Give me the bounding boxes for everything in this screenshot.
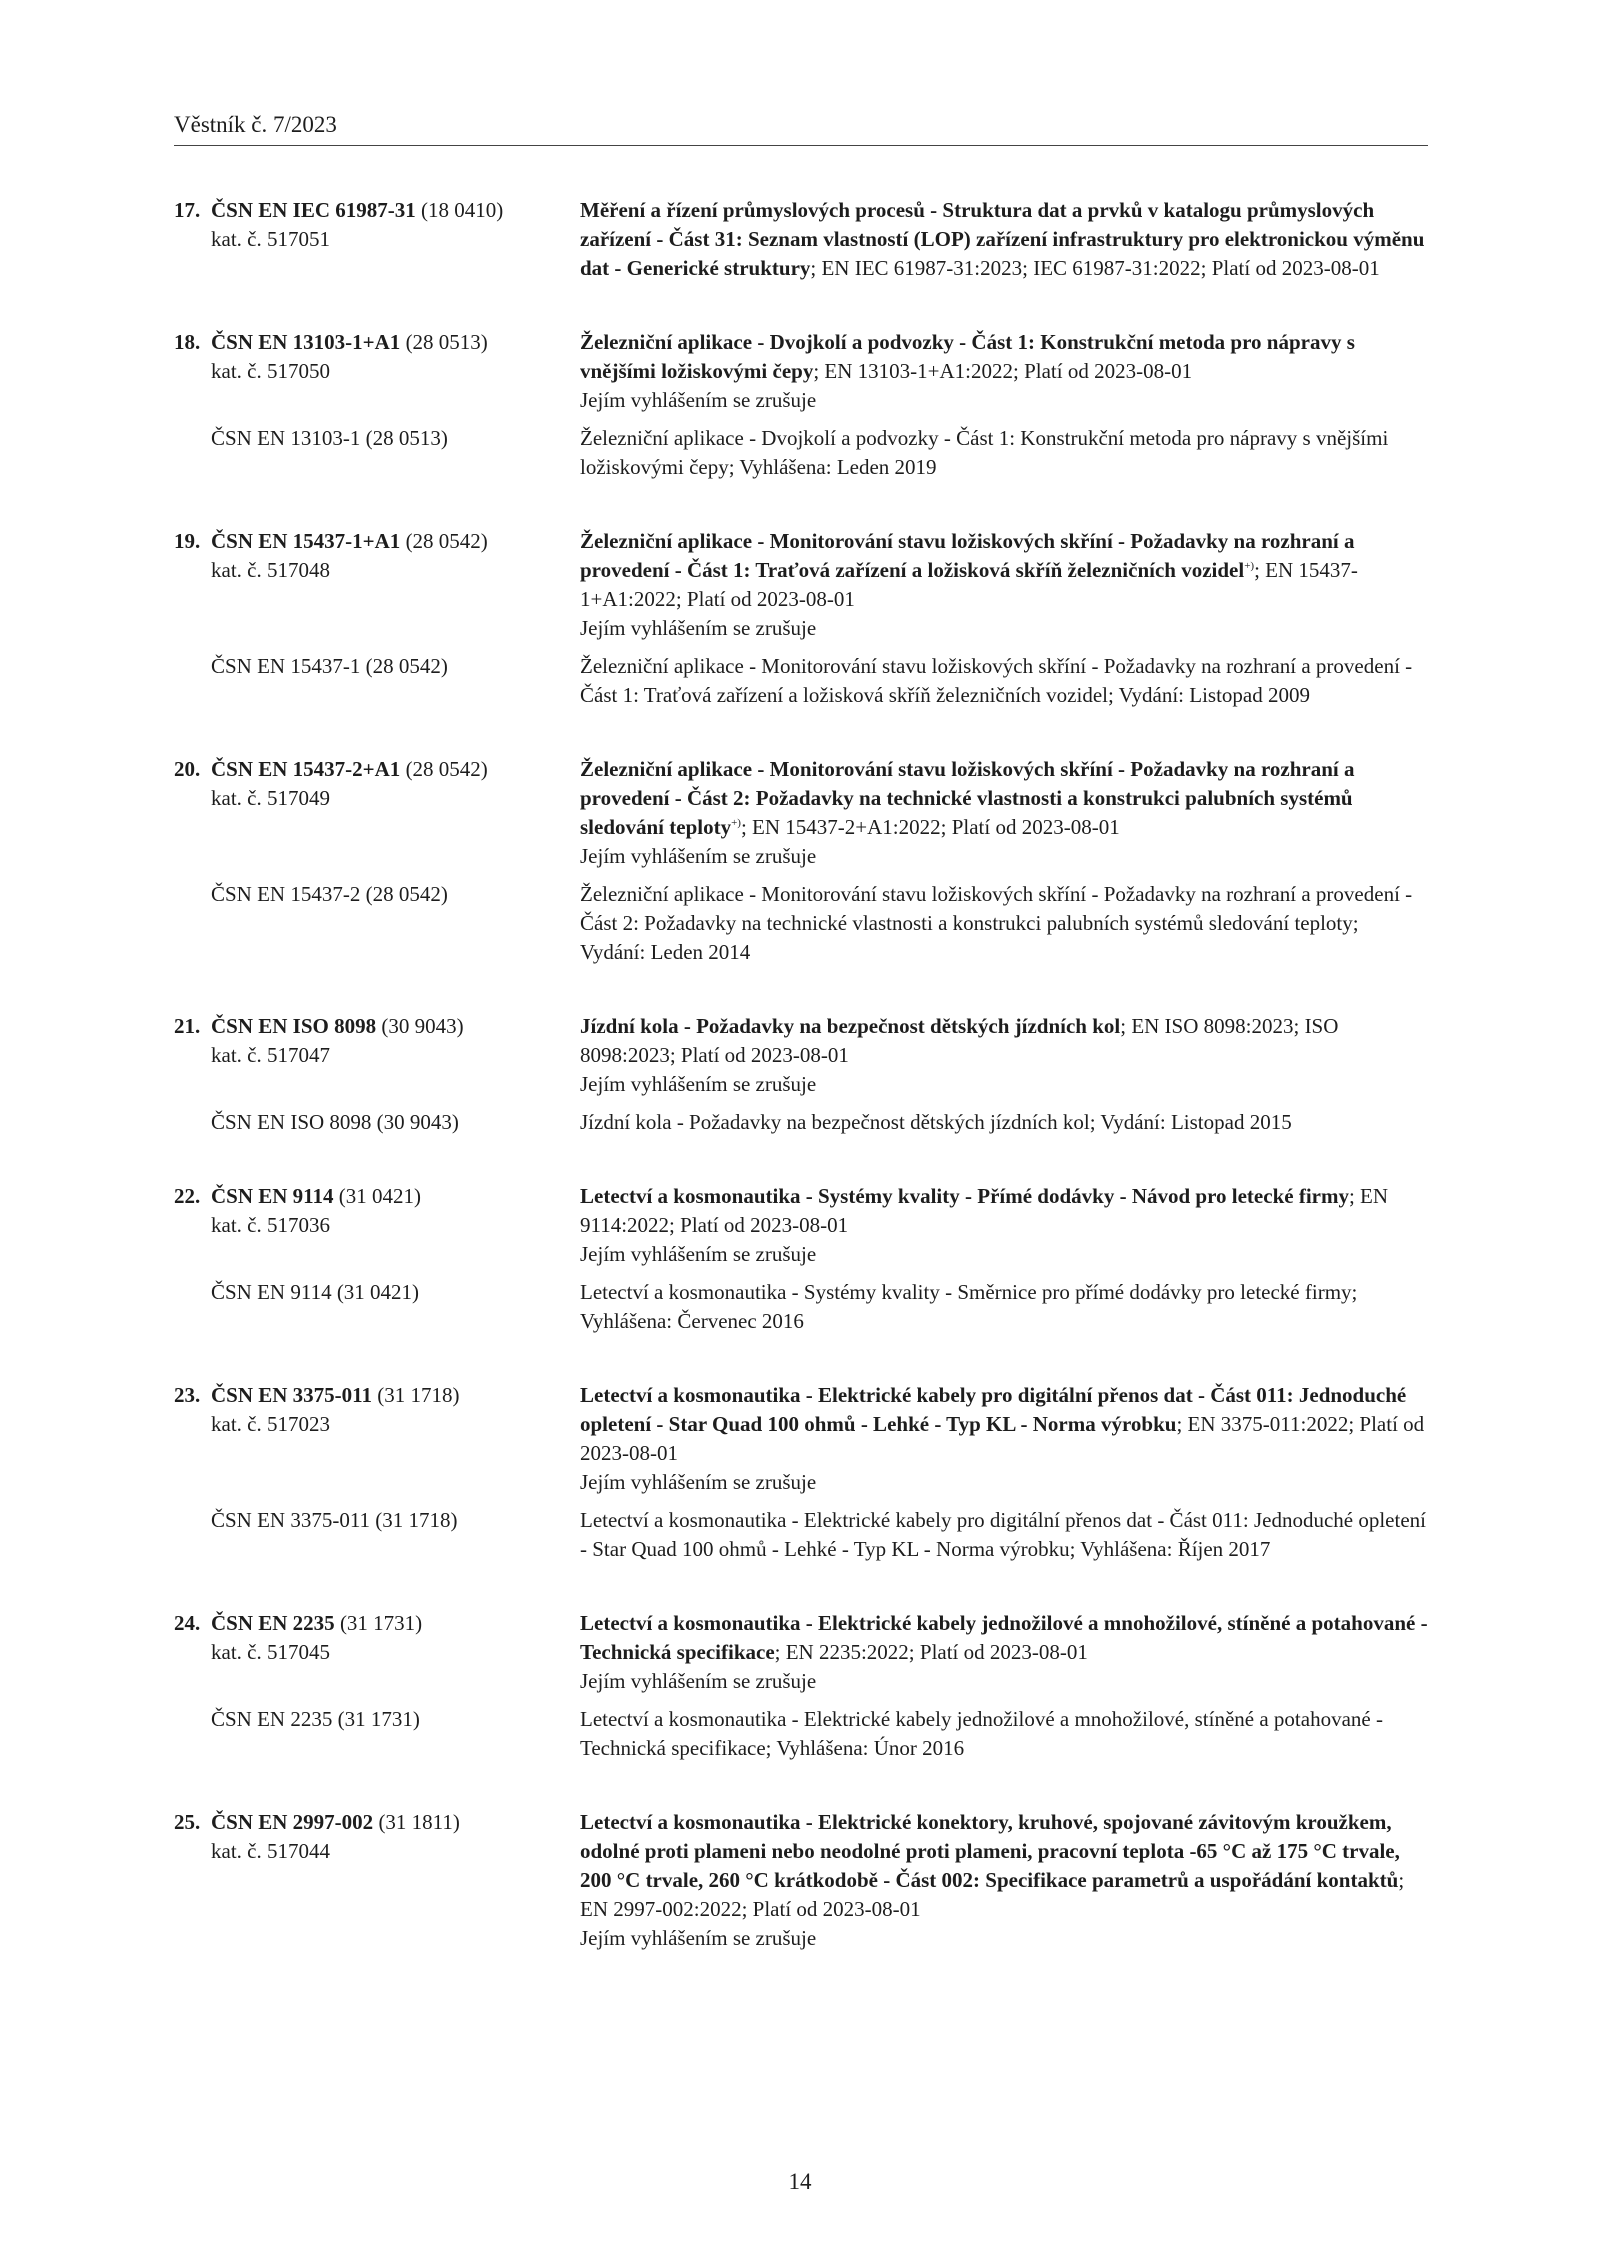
standard-row — [174, 755, 1428, 871]
cancelled-standard-id: ČSN EN 15437-2 (28 0542) — [211, 882, 448, 906]
standard-title: Letectví a kosmonautika - Systémy kvality - Přímé dodávky - Návod pro letecké firmy — [580, 1184, 1349, 1208]
classification-code: (31 1731) — [334, 1611, 423, 1635]
cancelled-standard-id: ČSN EN 15437-1 (28 0542) — [211, 654, 448, 678]
standard-title: Měření a řízení průmyslových procesů - Struktura dat a prvků v katalogu průmyslových zařízení - Část 31: Seznam vlastností (LOP) zařízení infrastruktury pro elektronickou výměnu dat - Generické struktury — [580, 198, 1425, 280]
standard-entry — [174, 1381, 1428, 1564]
entry-number: 25. — [174, 1810, 201, 1834]
cancelled-row — [174, 1278, 1428, 1336]
standard-entry — [174, 1182, 1428, 1336]
cancelled-row — [174, 1108, 1428, 1137]
entry-number: 24. — [174, 1611, 201, 1635]
cancel-note: Jejím vyhlášením se zrušuje — [580, 616, 817, 640]
standard-description — [580, 1609, 1428, 1696]
standard-entry — [174, 1609, 1428, 1763]
cancelled-standard-text: Železniční aplikace - Dvojkolí a podvozky - Část 1: Konstrukční metoda pro nápravy s vnějšími ložiskovými čepy; Vyhlášena: Leden 2019 — [580, 426, 1389, 479]
standard-details: ; EN 15437-1+A1:2022; Platí od 2023-08-01 — [580, 558, 1358, 611]
standard-description — [580, 196, 1428, 283]
standard-identifier — [174, 1182, 580, 1269]
cancel-note: Jejím vyhlášením se zrušuje — [580, 1470, 817, 1494]
standard-details: ; EN 15437-2+A1:2022; Platí od 2023-08-01 — [740, 815, 1120, 839]
standard-id: ČSN EN 13103-1+A1 — [211, 330, 401, 354]
standard-entry — [174, 328, 1428, 482]
standard-details: ; EN IEC 61987-31:2023; IEC 61987-31:2022; Platí od 2023-08-01 — [810, 256, 1380, 280]
cancel-note: Jejím vyhlášením se zrušuje — [580, 388, 817, 412]
standard-details: ; EN ISO 8098:2023; ISO 8098:2023; Platí od 2023-08-01 — [580, 1014, 1339, 1067]
footnote-mark: +) — [1244, 560, 1255, 572]
standard-row — [174, 1808, 1428, 1953]
cancel-note: Jejím vyhlášením se zrušuje — [580, 1072, 817, 1096]
cancel-note: Jejím vyhlášením se zrušuje — [580, 1669, 817, 1693]
entry-number: 23. — [174, 1383, 201, 1407]
cancelled-row — [174, 652, 1428, 710]
catalog-number: kat. č. 517023 — [211, 1412, 330, 1436]
standard-title: Letectví a kosmonautika - Elektrické kabely jednožilové a mnohožilové, stíněné a potahované - Technická specifikace — [580, 1611, 1428, 1664]
standard-description — [580, 527, 1428, 643]
classification-code: (30 9043) — [376, 1014, 464, 1038]
standard-entry — [174, 527, 1428, 710]
standard-details: ; EN 13103-1+A1:2022; Platí od 2023-08-01 — [813, 359, 1193, 383]
catalog-number: kat. č. 517036 — [211, 1213, 330, 1237]
cancelled-standard-id: ČSN EN 2235 (31 1731) — [211, 1707, 420, 1731]
cancelled-standard-text: Železniční aplikace - Monitorování stavu ložiskových skříní - Požadavky na rozhraní a provedení - Část 2: Požadavky na technické vlastnosti a konstrukci palubních systémů sledování teploty; Vydání: Leden 2014 — [580, 882, 1413, 964]
catalog-number: kat. č. 517051 — [211, 227, 330, 251]
standard-identifier — [174, 196, 580, 283]
standard-identifier — [174, 1012, 580, 1099]
standard-details: ; EN 2235:2022; Platí od 2023-08-01 — [774, 1640, 1088, 1664]
catalog-number: kat. č. 517045 — [211, 1640, 330, 1664]
standard-title: Železniční aplikace - Monitorování stavu ložiskových skříní - Požadavky na rozhraní a provedení - Část 2: Požadavky na technické vlastnosti a konstrukci palubních systémů sledování teploty — [580, 757, 1355, 839]
standard-title: Železniční aplikace - Dvojkolí a podvozky - Část 1: Konstrukční metoda pro nápravy s vnějšími ložiskovými čepy — [580, 330, 1355, 383]
cancelled-row — [174, 1506, 1428, 1564]
catalog-number: kat. č. 517048 — [211, 558, 330, 582]
classification-code: (31 1811) — [373, 1810, 460, 1834]
entry-number: 19. — [174, 529, 201, 553]
cancelled-standard-text: Jízdní kola - Požadavky na bezpečnost dětských jízdních kol; Vydání: Listopad 2015 — [580, 1110, 1292, 1134]
cancel-note: Jejím vyhlášením se zrušuje — [580, 844, 817, 868]
standard-row — [174, 1182, 1428, 1269]
cancelled-standard-id: ČSN EN 9114 (31 0421) — [211, 1280, 420, 1304]
cancel-note: Jejím vyhlášením se zrušuje — [580, 1242, 817, 1266]
standard-details: ; EN 3375-011:2022; Platí od 2023-08-01 — [580, 1412, 1425, 1465]
standard-id: ČSN EN 15437-2+A1 — [211, 757, 401, 781]
standard-row — [174, 1012, 1428, 1099]
standard-id: ČSN EN 9114 — [211, 1184, 334, 1208]
standard-description — [580, 1381, 1428, 1497]
cancel-note: Jejím vyhlášením se zrušuje — [580, 1926, 817, 1950]
standard-title: Letectví a kosmonautika - Elektrické kabely pro digitální přenos dat - Část 011: Jednoduché opletení - Star Quad 100 ohmů - Lehké - Typ KL - Norma výrobku — [580, 1383, 1407, 1436]
classification-code: (31 1718) — [372, 1383, 460, 1407]
page-number: 14 — [788, 2169, 812, 2194]
cancelled-standard-id: ČSN EN ISO 8098 (30 9043) — [211, 1110, 459, 1134]
entry-number: 21. — [174, 1014, 201, 1038]
standard-id: ČSN EN 3375-011 — [211, 1383, 373, 1407]
standard-id: ČSN EN ISO 8098 — [211, 1014, 377, 1038]
standard-row — [174, 527, 1428, 643]
entry-number: 18. — [174, 330, 201, 354]
cancelled-standard-text: Letectví a kosmonautika - Systémy kvality - Směrnice pro přímé dodávky pro letecké firmy; Vyhlášena: Červenec 2016 — [580, 1280, 1358, 1333]
standard-row — [174, 1381, 1428, 1497]
standard-identifier — [174, 328, 580, 415]
standard-description — [580, 1012, 1428, 1099]
page-header — [174, 112, 1428, 146]
catalog-number: kat. č. 517047 — [211, 1043, 330, 1067]
standard-entry — [174, 196, 1428, 283]
cancelled-standard-text: Železniční aplikace - Monitorování stavu ložiskových skříní - Požadavky na rozhraní a provedení - Část 1: Traťová zařízení a ložisková skříň železničních vozidel; Vydání: Listopad 2009 — [580, 654, 1413, 707]
classification-code: (18 0410) — [415, 198, 504, 222]
standard-details: ; EN 9114:2022; Platí od 2023-08-01 — [580, 1184, 1389, 1237]
standard-identifier — [174, 1808, 580, 1953]
catalog-number: kat. č. 517044 — [211, 1839, 330, 1863]
cancelled-standard-id: ČSN EN 3375-011 (31 1718) — [211, 1508, 458, 1532]
standard-entry — [174, 1808, 1428, 1953]
cancelled-row — [174, 1705, 1428, 1763]
standard-description — [580, 328, 1428, 415]
standard-identifier — [174, 527, 580, 643]
entry-number: 17. — [174, 198, 201, 222]
standard-description — [580, 755, 1428, 871]
page-footer — [0, 2169, 1600, 2195]
standard-entry — [174, 1012, 1428, 1137]
entry-number: 22. — [174, 1184, 201, 1208]
standard-id: ČSN EN 2997-002 — [211, 1810, 374, 1834]
classification-code: (31 0421) — [333, 1184, 422, 1208]
standard-title: Letectví a kosmonautika - Elektrické konektory, kruhové, spojované závitovým kroužkem, odolné proti plameni nebo neodolné proti plameni, pracovní teplota -65 °C až 175 °C trvale, 200 °C trvale, 260 °C krátkodobě - Část 002: Specifikace parametrů a uspořádání kontaktů — [580, 1810, 1400, 1892]
standard-description — [580, 1182, 1428, 1269]
classification-code: (28 0542) — [400, 529, 488, 553]
classification-code: (28 0513) — [400, 330, 488, 354]
cancelled-standard-text: Letectví a kosmonautika - Elektrické kabely jednožilové a mnohožilové, stíněné a potahované - Technická specifikace; Vyhlášena: Únor 2016 — [580, 1707, 1383, 1760]
entry-number: 20. — [174, 757, 201, 781]
standard-title: Jízdní kola - Požadavky na bezpečnost dětských jízdních kol — [580, 1014, 1121, 1038]
standard-id: ČSN EN 15437-1+A1 — [211, 529, 401, 553]
standard-row — [174, 328, 1428, 415]
standard-entry — [174, 755, 1428, 967]
catalog-number: kat. č. 517050 — [211, 359, 330, 383]
cancelled-standard-id: ČSN EN 13103-1 (28 0513) — [211, 426, 448, 450]
standard-identifier — [174, 755, 580, 871]
catalog-number: kat. č. 517049 — [211, 786, 330, 810]
classification-code: (28 0542) — [400, 757, 488, 781]
standard-details: ; EN 2997-002:2022; Platí od 2023-08-01 — [580, 1868, 1405, 1921]
footnote-mark: +) — [731, 817, 741, 829]
standards-list — [174, 196, 1428, 1998]
standard-identifier — [174, 1381, 580, 1497]
standard-row — [174, 1609, 1428, 1696]
standard-identifier — [174, 1609, 580, 1696]
cancelled-standard-text: Letectví a kosmonautika - Elektrické kabely pro digitální přenos dat - Část 011: Jednoduché opletení - Star Quad 100 ohmů - Lehké - Typ KL - Norma výrobku; Vyhlášena: Říjen 2017 — [580, 1508, 1426, 1561]
bulletin-title: Věstník č. 7/2023 — [174, 112, 337, 137]
standard-title: Železniční aplikace - Monitorování stavu ložiskových skříní - Požadavky na rozhraní a provedení - Část 1: Traťová zařízení a ložisková skříň železničních vozidel — [580, 529, 1355, 582]
standard-description — [580, 1808, 1428, 1953]
standard-row — [174, 196, 1428, 283]
cancelled-row — [174, 880, 1428, 967]
standard-id: ČSN EN 2235 — [211, 1611, 335, 1635]
standard-id: ČSN EN IEC 61987-31 — [211, 198, 416, 222]
cancelled-row — [174, 424, 1428, 482]
